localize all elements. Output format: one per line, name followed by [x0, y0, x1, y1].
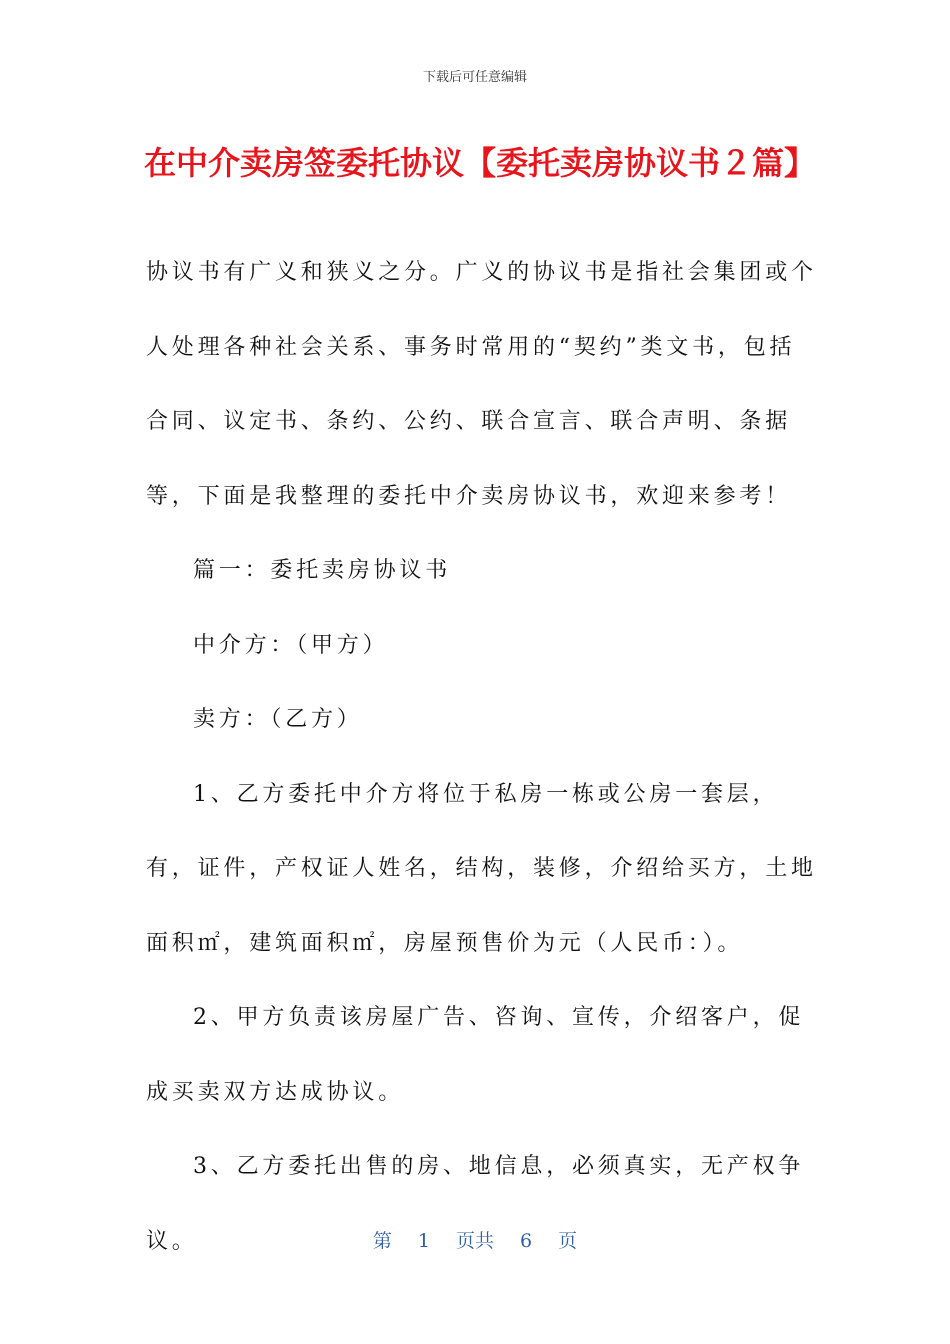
footer-total-pages: 6	[520, 1230, 533, 1252]
paragraph-intro: 协议书有广义和狭义之分。广义的协议书是指社会集团或个人处理各种社会关系、事务时常用的“契约”类文书，包括合同、议定书、条约、公约、联合宣言、联合声明、条据等，下面是我整理的委托中介卖房协议书，欢迎来参考！	[146, 260, 817, 509]
document-title: 在中介卖房签委托协议【委托卖房协议书２篇】	[143, 144, 816, 182]
paragraph-clause-2: 2、甲方负责该房屋广告、咨询、宣传，介绍客户，促成买卖双方达成协议。	[146, 1005, 805, 1105]
paragraph-party-b: 卖方：（乙方）	[193, 707, 363, 732]
page-footer	[0, 1226, 950, 1253]
paragraph-clause-1: 1、乙方委托中介方将位于私房一栋或公房一套层，有，证件，产权证人姓名，结构，装修，介绍给买方，土地面积㎡，建筑面积㎡，房屋预售价为元（人民币：）。	[146, 781, 817, 956]
footer-middle: 页共	[455, 1230, 494, 1252]
header-note: 下载后可任意编辑	[422, 70, 527, 85]
footer-suffix: 页	[558, 1230, 578, 1252]
paragraph-party-a: 中介方：（甲方）	[193, 632, 389, 658]
paragraph-section-heading: 篇一：委托卖房协议书	[193, 558, 452, 583]
footer-prefix: 第	[372, 1230, 392, 1252]
document-body	[146, 236, 818, 1279]
paragraph-clause-3: 3、乙方委托出售的房、地信息，必须真实，无产权争议。	[146, 1154, 805, 1254]
footer-current-page: 1	[417, 1230, 430, 1252]
